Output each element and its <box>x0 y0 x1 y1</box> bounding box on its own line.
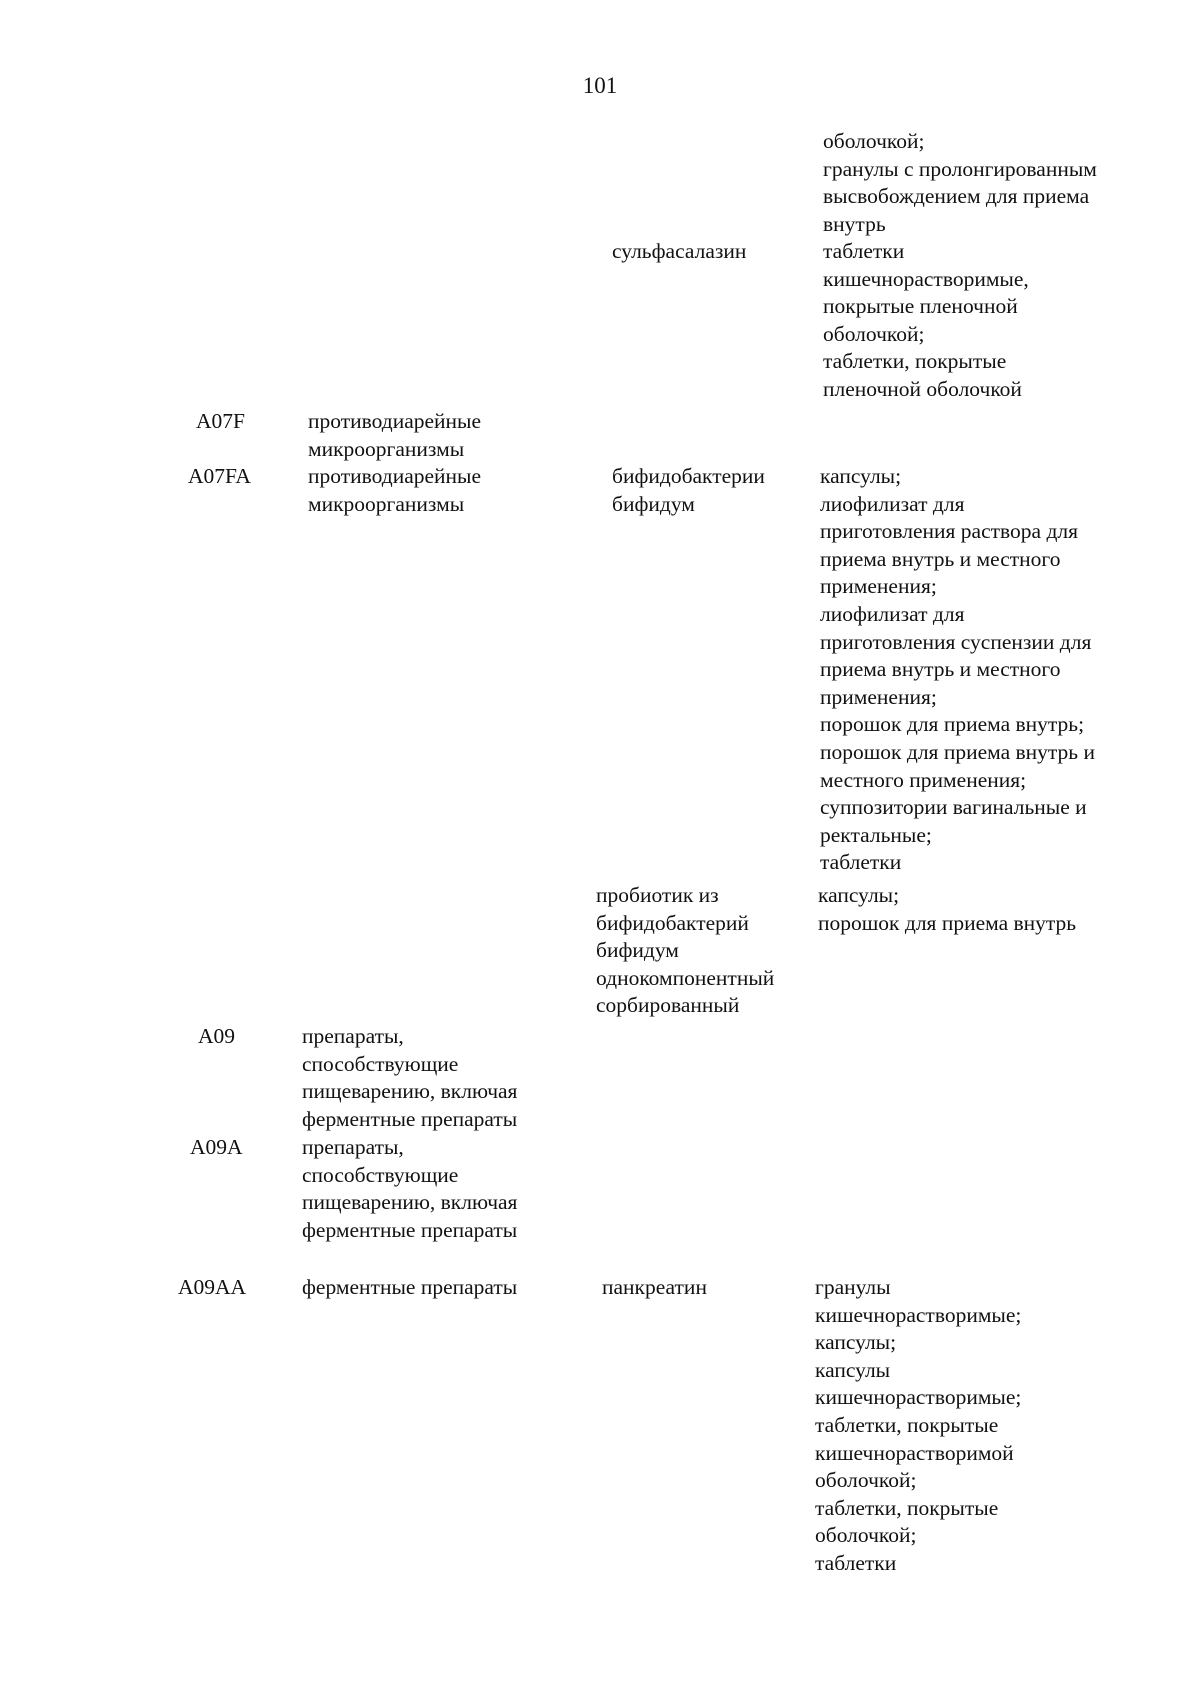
drug-name-cell: бифидобактерии бифидум <box>612 464 765 516</box>
atc-code-cell: A09AA <box>178 1275 247 1299</box>
atc-code-cell: A09A <box>190 1135 243 1159</box>
atc-code-cell: A07FA <box>188 464 251 488</box>
atc-code-cell: A07F <box>196 409 245 433</box>
dosage-forms-cell: капсулы; порошок для приема внутрь <box>818 883 1077 935</box>
dosage-forms-cell: таблетки кишечнорастворимые, покрытые пленочной оболочкой; таблетки, покрытые пленочной оболочкой <box>823 239 1029 401</box>
group-name-cell: противодиарейные микроорганизмы <box>308 464 482 516</box>
drug-name-cell: сульфасалазин <box>612 239 747 263</box>
drug-name-cell: панкреатин <box>602 1275 707 1299</box>
dosage-forms-cell: гранулы кишечнорастворимые; капсулы; капсулы кишечнорастворимые; таблетки, покрытые кишечнорастворимой оболочкой; таблетки, покрытые оболочкой; таблетки <box>815 1275 1022 1575</box>
group-name-cell: препараты, способствующие пищеварению, включая ферментные препараты <box>302 1024 518 1131</box>
dosage-forms-cell: оболочкой; гранулы с пролонгированным высвобождением для приема внутрь <box>823 129 1097 236</box>
dosage-forms-cell: капсулы; лиофилизат для приготовления раствора для приема внутрь и местного применения; лиофилизат для приготовления суспензии для приема внутрь и местного применения; порошок для приема внутрь; порошок для приема внутрь и местного применения; суппозитории вагинальные и ректальные; таблетки <box>820 464 1095 875</box>
drug-name-cell: пробиотик из бифидобактерий бифидум однокомпонентный сорбированный <box>596 883 775 1018</box>
page-number: 101 <box>582 73 618 98</box>
group-name-cell: противодиарейные микроорганизмы <box>308 409 482 461</box>
group-name-cell: препараты, способствующие пищеварению, включая ферментные препараты <box>302 1135 518 1242</box>
atc-code-cell: A09 <box>198 1024 236 1048</box>
group-name-cell: ферментные препараты <box>302 1275 518 1299</box>
